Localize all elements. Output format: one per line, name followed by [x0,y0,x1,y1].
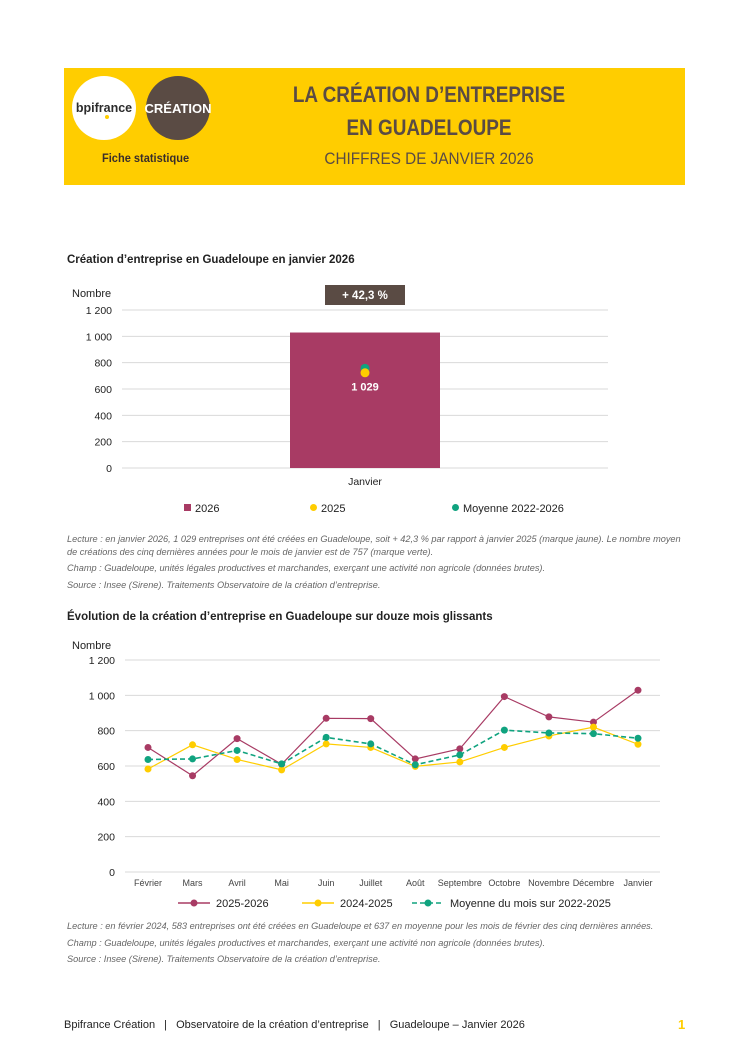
chart2-point-series-2 [590,730,597,737]
chart2-point-series-2 [323,734,330,741]
chart2-point-series-2 [278,760,285,767]
chart2-y-tick-label: 1 000 [88,690,115,703]
chart1-y-tick-label: 600 [94,384,112,396]
chart2-note-lecture: Lecture : en février 2024, 583 entreprises ont été créées en Guadeloupe et 637 en moyenne pour les mois de février des cinq dernières années. [67,921,654,931]
chart2-x-tick-label: Novembre [528,878,570,888]
chart2-x-tick-label: Juillet [359,878,383,888]
chart2-point-series-0 [501,693,508,700]
chart2-point-series-2 [545,729,552,736]
chart2-point-series-1 [501,744,508,751]
chart1-title: Création d’entreprise en Guadeloupe en janvier 2026 [67,254,355,266]
chart2-x-tick-label: Février [133,878,163,888]
chart2-y-tick-label: 0 [109,867,115,879]
page-number: 1 [678,1017,686,1032]
chart1-legend-label: Moyenne 2022-2026 [463,503,564,515]
chart1-y-tick-label: 200 [94,436,112,449]
chart2-point-series-0 [456,745,463,752]
chart2-legend-label: 2024-2025 [340,898,393,910]
chart1-y-tick-label: 0 [106,463,112,475]
chart2-legend-marker [191,900,198,907]
chart2-point-series-1 [456,758,463,765]
page-title-line1: LA CRÉATION D’ENTREPRISE [292,82,566,107]
chart2-x-tick-label: Janvier [623,878,653,888]
chart2-y-tick-label: 400 [97,796,115,809]
chart2-series-line-1 [148,727,638,770]
chart1-note-lecture: Lecture : en janvier 2026, 1 029 entreprises ont été créées en Guadeloupe, soit + 42,3 % par rapport à janvier 2025 (marque jaune). Le nombre moyen de créations des cinq dernières années pour le mois de janvier est de 757 (marque verte). [67,534,681,557]
chart2-y-tick-label: 1 200 [88,655,115,667]
chart2-point-series-2 [189,755,196,762]
chart2-point-series-2 [635,735,642,742]
chart2-line-chart [60,634,680,914]
creation-logo [146,76,210,140]
chart2-point-series-2 [234,747,241,754]
header-banner [64,68,685,185]
chart2-point-series-1 [189,741,196,748]
bpifrance-logo-text: bpifrance [75,101,133,115]
chart2-point-series-1 [234,756,241,763]
chart2-x-tick-label: Août [406,878,425,888]
chart2-point-series-2 [145,756,152,763]
chart2-point-series-1 [590,724,597,731]
chart1-y-axis-label: Nombre [72,288,112,300]
page-title-line2: EN GUADELOUPE [346,115,512,140]
chart1-y-tick-label: 1 000 [85,331,112,344]
fiche-label: Fiche statistique [102,151,190,165]
chart1-notes [67,533,687,595]
chart2-point-series-0 [635,687,642,694]
chart2-point-series-0 [145,744,152,751]
page-footer [64,1019,525,1031]
chart2-legend-marker [315,900,322,907]
chart2-point-series-0 [367,715,374,722]
chart2-y-tick-label: 600 [97,761,115,773]
chart2-y-tick-label: 200 [97,831,115,844]
chart2-point-series-0 [545,713,552,720]
chart1-bar-data-label: 1 029 [351,381,379,394]
chart1-note-source: Source : Insee (Sirene). Traitements Observatoire de la création d’entreprise. [67,579,381,590]
chart2-point-series-2 [367,740,374,747]
chart1-legend-swatch [452,504,459,511]
footer-region-date: Guadeloupe – Janvier 2026 [389,1019,525,1031]
chart2-legend-marker [425,900,432,907]
chart2-legend-label: 2025-2026 [216,898,269,910]
footer-org: Bpifrance Création [64,1019,156,1031]
chart1-x-tick-label: Janvier [348,476,382,488]
chart2-y-tick-label: 800 [97,725,115,738]
chart1-y-tick-label: 1 200 [85,305,112,317]
chart1-legend-swatch [310,504,317,511]
chart2-x-tick-label: Décembre [572,878,615,888]
chart2-x-tick-label: Septembre [437,878,482,888]
chart1-bar-chart [60,280,620,520]
bpifrance-logo [72,76,136,140]
chart2-point-series-1 [278,766,285,773]
creation-logo-text: CRÉATION [144,100,212,116]
chart1-y-tick-label: 800 [94,357,112,370]
chart2-title: Évolution de la création d’entreprise en Guadeloupe sur douze mois glissants [67,611,493,623]
chart1-legend-swatch [184,504,191,511]
chart1-2025-marker [361,368,370,377]
chart2-point-series-1 [323,740,330,747]
chart2-point-series-0 [189,772,196,779]
page-subtitle: CHIFFRES DE JANVIER 2026 [324,149,534,168]
footer-observatoire: Observatoire de la création d’entreprise [176,1019,369,1031]
chart2-x-tick-label: Mai [274,878,289,888]
footer-separator: | [164,1019,168,1031]
chart2-point-series-0 [323,715,330,722]
chart2-point-series-2 [501,727,508,734]
chart2-series-line-2 [148,730,638,765]
chart2-y-axis-label: Nombre [72,640,112,652]
chart2-note-source: Source : Insee (Sirene). Traitements Observatoire de la création d’entreprise. [67,954,381,964]
chart2-point-series-2 [456,751,463,758]
chart1-bar [290,333,440,468]
logo-dot-icon [105,115,109,119]
chart2-legend-label: Moyenne du mois sur 2022-2025 [450,898,611,910]
footer-separator: | [377,1019,381,1031]
chart2-note-champ: Champ : Guadeloupe, unités légales productives et marchandes, exerçant une activité non agricole (données brutes). [67,937,546,948]
chart2-point-series-1 [145,766,152,773]
chart2-x-tick-label: Avril [228,878,246,888]
chart2-point-series-2 [412,761,419,768]
chart1-y-tick-label: 400 [94,410,112,423]
chart2-point-series-0 [234,735,241,742]
chart1-note-champ: Champ : Guadeloupe, unités légales productives et marchandes, exerçant une activité non agricole (données brutes). [67,563,546,573]
chart2-x-tick-label: Mars [182,878,203,888]
chart1-legend-label: 2025 [321,503,346,515]
chart2-notes [67,920,687,970]
chart1-legend-label: 2026 [195,503,220,515]
chart1-change-badge-text: + 42,3 % [342,290,388,302]
chart2-point-series-1 [635,741,642,748]
chart2-x-tick-label: Juin [317,878,335,888]
chart2-x-tick-label: Octobre [488,878,521,888]
